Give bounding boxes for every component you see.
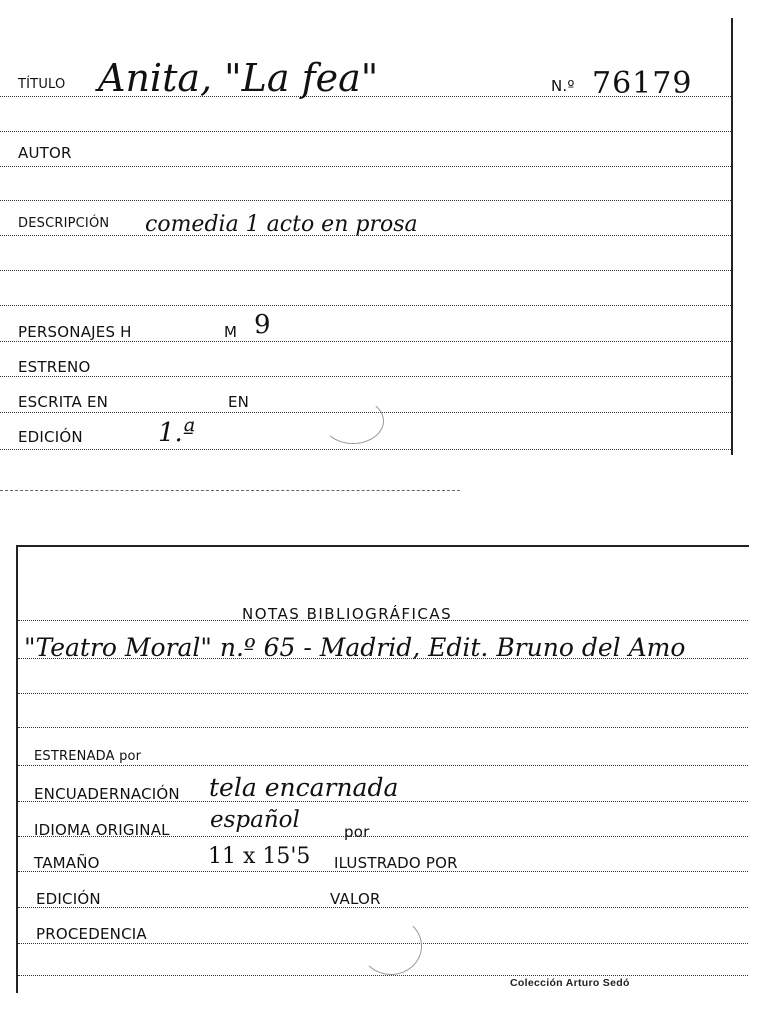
- rule-line: [0, 200, 731, 201]
- bottom-index-card: [16, 545, 750, 993]
- tamano-value: 11 x 15'5: [208, 844, 311, 869]
- card-left-border: [16, 545, 18, 993]
- titulo-label: TÍTULO: [18, 77, 66, 92]
- escrita-en-label: EN: [228, 393, 250, 411]
- numero-label: N.º: [551, 77, 575, 95]
- rule-line: [18, 693, 748, 694]
- rule-line: [0, 376, 731, 377]
- card-right-border: [731, 18, 733, 455]
- notas-label: NOTAS BIBLIOGRÁFICAS: [242, 605, 453, 623]
- estrenada-label: ESTRENADA por: [34, 749, 142, 764]
- top-index-card: [0, 0, 735, 455]
- ilustrado-label: ILUSTRADO POR: [334, 854, 458, 872]
- edicion-label: EDICIÓN: [18, 428, 83, 446]
- edicion-value: 1.ª: [158, 418, 196, 448]
- edicion-label: EDICIÓN: [36, 890, 101, 908]
- tamano-label: TAMAÑO: [34, 854, 100, 872]
- rule-line: [0, 341, 731, 342]
- rule-line: [0, 305, 731, 306]
- rule-line: [18, 975, 748, 976]
- card-top-border: [16, 545, 749, 547]
- personajes-m-label: M: [224, 323, 238, 341]
- autor-label: AUTOR: [18, 144, 72, 162]
- descripcion-value: comedia 1 acto en prosa: [145, 212, 418, 237]
- faint-stamp-mark: [322, 398, 384, 444]
- idioma-label: IDIOMA ORIGINAL: [34, 821, 170, 839]
- encuadernacion-label: ENCUADERNACIÓN: [34, 785, 180, 803]
- personajes-label: PERSONAJES H: [18, 323, 132, 341]
- idioma-por-label: por: [344, 823, 370, 841]
- rule-line: [0, 131, 731, 132]
- faint-stamp-mark: [360, 917, 422, 975]
- estreno-label: ESTRENO: [18, 358, 91, 376]
- titulo-value: Anita, "La fea": [98, 56, 379, 100]
- notas-value: "Teatro Moral" n.º 65 - Madrid, Edit. Bruno del Amo: [24, 633, 686, 662]
- rule-line: [0, 270, 731, 271]
- procedencia-label: PROCEDENCIA: [36, 925, 147, 943]
- valor-label: VALOR: [330, 890, 381, 908]
- encuadernacion-value: tela encarnada: [209, 773, 399, 802]
- rule-line: [0, 449, 731, 450]
- rule-line: [18, 727, 748, 728]
- idioma-value: español: [210, 807, 300, 833]
- coleccion-footer: Colección Arturo Sedó: [510, 977, 630, 989]
- escrita-label: ESCRITA EN: [18, 393, 109, 411]
- rule-line: [0, 166, 731, 167]
- rule-line: [18, 765, 748, 766]
- rule-line: [18, 907, 748, 908]
- personajes-m-value: 9: [254, 310, 271, 340]
- numero-value: 76179: [592, 66, 693, 101]
- cut-line: [0, 490, 460, 491]
- descripcion-label: DESCRIPCIÓN: [18, 216, 110, 231]
